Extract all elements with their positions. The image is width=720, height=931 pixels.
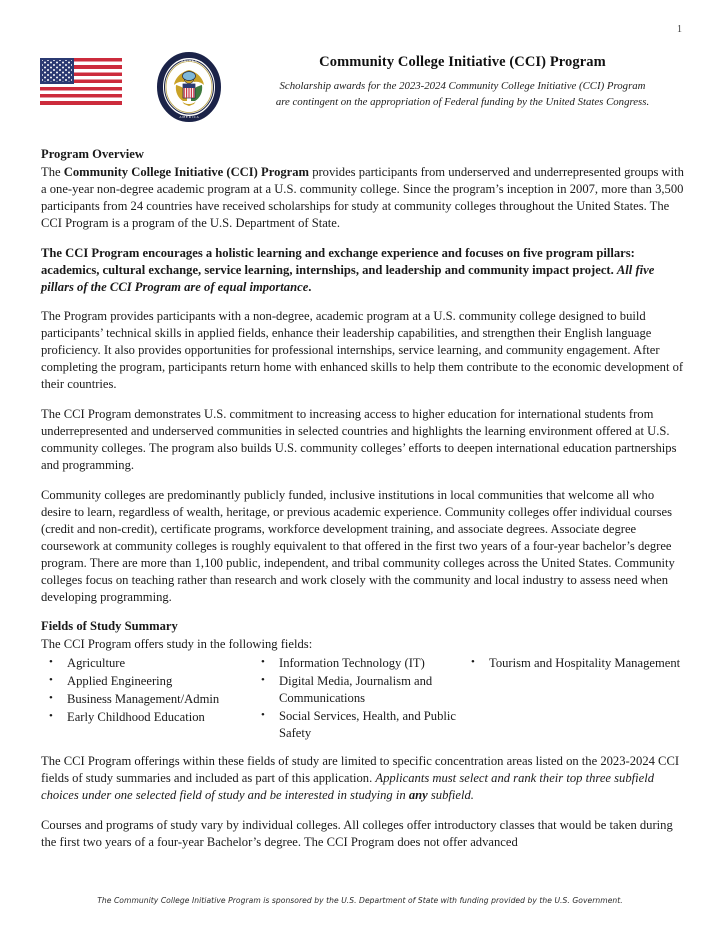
note-emphasis-any: any	[408, 788, 428, 803]
list-item	[253, 673, 465, 707]
page-footer	[0, 890, 720, 908]
program-overview-paragraph-1	[41, 164, 687, 232]
closing-paragraph: Courses and programs of study vary by individual colleges. All colleges offer introductory classes that would be taken during the first two years of a four-year Bachelor’s degree. The CCI Program does not offer advanced	[41, 818, 673, 849]
bullet-icon: •	[49, 674, 53, 687]
bullet-icon: •	[49, 656, 53, 669]
document-body	[41, 146, 687, 851]
five-pillars-paragraph	[41, 245, 687, 296]
program-overview-paragraph-4: The CCI Program demonstrates U.S. commitment to increasing access to higher education for international students from underrepresented and underserved communities in selected countries and highlights the learning environment offered at U.S. community colleges. The program also builds U.S. community colleges’ efforts to deepen international education partnerships and programming.	[41, 407, 677, 472]
note-italic-a: Applicants must select and rank their top three subfield choices under one selected field of study and be interested in studying in	[41, 771, 655, 803]
header-subtitle-line-2: are contingent on the appropriation of Federal funding by the United States Congress.	[275, 96, 650, 109]
pillars-bold-text: The CCI Program encourages a holistic learning and exchange experience and focuses on five program pillars: academics, cultural exchange, service learning, internships, and leadership and community impact project.	[41, 245, 635, 277]
us-department-of-state-seal-icon	[156, 52, 222, 122]
fields-column-2	[253, 655, 465, 743]
list-item	[41, 691, 255, 708]
field-label: Agriculture	[67, 656, 126, 671]
page-number: 1	[677, 24, 682, 35]
field-label: Tourism and Hospitality Management	[489, 656, 681, 671]
para1-rest: provides participants from underserved and underrepresented groups with a one-year non-degree academic program at a U.S. community college. Since the program’s inception in 2007, more than 3,500 participants from 24 countries have received scholarships for study at community colleges throughout the United States. The CCI Program is a program of the U.S. Department of State.	[41, 164, 684, 230]
program-overview-paragraph-5: Community colleges are predominantly publicly funded, inclusive institutions in local communities that welcome all who desire to learn, regardless of wealth, heritage, or previous academic experience. Community colleges offer individual courses (credit and non-credit), certificate programs, workforce development training, and associate degrees. Associate degree coursework at community colleges is roughly equivalent to that offered in the first two years of a four-year bachelor’s degree program. There are more than 1,100 public, independent, and tribal community colleges across the United States. Community colleges focus on teaching rather than research and work closely with the community and local industry to assess need when developing programming.	[41, 487, 675, 604]
program-overview-paragraph-3: The Program provides participants with a non-degree, academic program at a U.S. community college designed to build participants’ technical skills in applied fields, enhance their leadership capabilities, and strengthen their English language proficiency. It also provides opportunities for professional internships, service learning, and community engagement. After completing the program, participants return home with enhanced skills to help them contribute to the economic development of their countries.	[41, 309, 684, 392]
list-item	[41, 709, 255, 726]
para1-lead: The	[41, 164, 64, 179]
field-label: Applied Engineering	[67, 674, 173, 689]
note-italic-b: subfield.	[427, 788, 474, 803]
fields-list-1	[41, 655, 255, 726]
program-overview-heading: Program Overview	[41, 147, 144, 161]
header-title-block	[241, 54, 684, 111]
fields-column-1	[41, 655, 255, 727]
fields-of-study-heading: Fields of Study Summary	[41, 619, 178, 634]
flag-canton	[40, 58, 74, 84]
svg-text:U N I T E D: U N I T E D	[180, 59, 198, 63]
flag-stars	[42, 60, 72, 82]
pillars-italic-emphasis: All five pillars of the CCI Program are of equal importance	[41, 262, 655, 294]
para1-program-name: Community College Initiative (CCI) Program	[63, 164, 310, 179]
fields-list-3	[463, 655, 693, 672]
list-item	[253, 655, 465, 672]
list-item	[41, 673, 255, 690]
fields-column-3	[463, 655, 693, 673]
field-label: Information Technology (IT)	[279, 656, 425, 671]
fields-of-study-columns	[41, 655, 687, 753]
bullet-icon: •	[49, 692, 53, 705]
page-title: Community College Initiative (CCI) Program	[319, 54, 606, 70]
fields-list-2	[253, 655, 465, 742]
header-subtitle	[241, 79, 684, 110]
document-header	[36, 52, 684, 124]
header-subtitle-line-1: Scholarship awards for the 2023-2024 Community College Initiative (CCI) Program	[279, 80, 646, 93]
bullet-icon: •	[261, 674, 265, 687]
bullet-icon: •	[471, 656, 475, 669]
fields-of-study-note	[41, 753, 687, 804]
pillars-tail: .	[308, 279, 312, 294]
fields-of-study-intro: The CCI Program offers study in the following fields:	[41, 637, 313, 652]
bullet-icon: •	[261, 656, 265, 669]
field-label: Social Services, Health, and Public Safety	[279, 709, 456, 740]
us-flag-icon	[40, 58, 122, 105]
field-label: Digital Media, Journalism and Communications	[279, 674, 433, 706]
footer-text: The Community College Initiative Program is sponsored by the U.S. Department of State with funding provided by the U.S. Government.	[97, 896, 623, 905]
list-item	[463, 655, 693, 672]
svg-text:A M E R I C A: A M E R I C A	[179, 115, 199, 119]
note-plain: The CCI Program offerings within these fields of study are limited to specific concentration areas listed on the 2023-2024 CCI fields of study summaries and included as part of this application.	[41, 754, 680, 786]
list-item	[253, 708, 465, 742]
list-item	[41, 655, 255, 672]
field-label: Early Childhood Education	[67, 710, 205, 725]
field-label: Business Management/Admin	[67, 692, 220, 707]
bullet-icon: •	[49, 710, 53, 723]
bullet-icon: •	[261, 709, 265, 722]
